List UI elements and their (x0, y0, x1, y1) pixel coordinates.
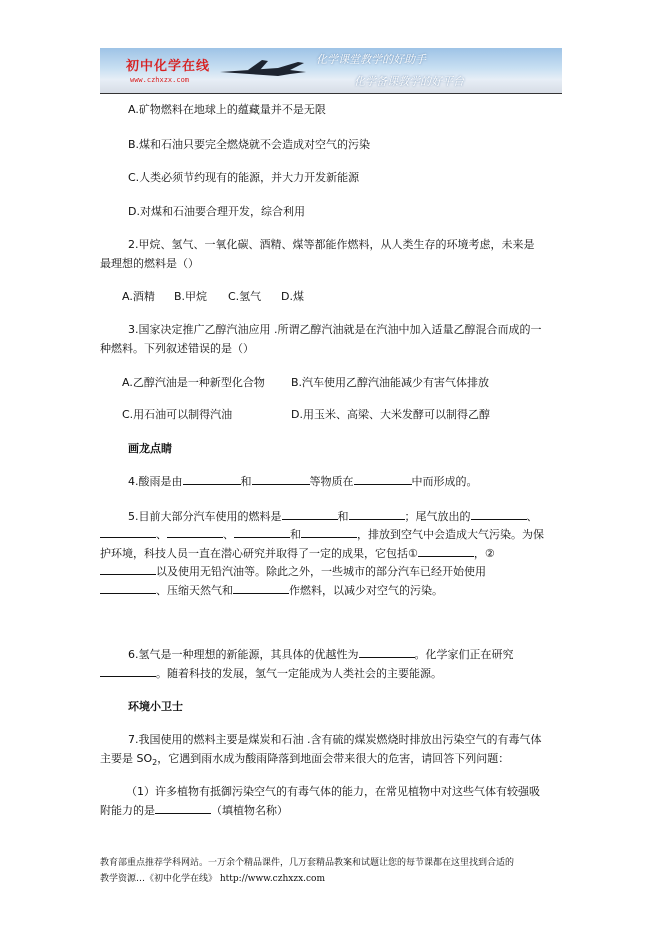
header-banner (100, 48, 562, 93)
q2-line-2: 最理想的燃料是（） (100, 257, 199, 270)
q5-text-5b: 作燃料，以减少对空气的污染。 (289, 584, 443, 597)
q6-text-1b: 。化学家们正在研究 (414, 648, 514, 661)
q3-option-d: D.用玉米、高梁、大米发酵可以制得乙醇 (291, 408, 490, 421)
q4-text-1: 4.酸雨是由 (128, 475, 183, 488)
footer-line-2 (100, 871, 570, 887)
q5-blank-9[interactable] (100, 564, 156, 575)
q4-line (128, 473, 478, 489)
q7-sub1-text-b: （填植物名称） (211, 804, 288, 817)
q3-option-b: B.汽车使用乙醇汽油能减少有害气体排放 (291, 376, 490, 389)
q5-blank-11[interactable] (233, 583, 289, 594)
q6-line-2 (100, 665, 442, 681)
q5-line-3 (100, 545, 495, 561)
q7-text-2a: 主要是 SO (100, 752, 153, 765)
q3-line-1: 3.国家决定推广乙醇汽油应用 .所谓乙醇汽油就是在汽油中加入适量乙醇混合而成的一 (128, 323, 542, 336)
q5-blank-1[interactable] (282, 509, 338, 520)
q5-text-2a: 、 (156, 528, 167, 541)
q5-text-1a: 5.目前大部分汽车使用的燃料是 (128, 510, 282, 523)
q6-blank-1[interactable] (359, 647, 415, 658)
q5-blank-6[interactable] (234, 527, 290, 538)
q2-option-d: D.煤 (281, 290, 304, 303)
q3-line-2: 种燃料。下列叙述错误的是（） (100, 342, 254, 355)
q5-text-3b: ，② (473, 547, 495, 560)
q4-blank-3[interactable] (354, 474, 412, 485)
footer (100, 855, 570, 887)
q4-text-4: 中而形成的。 (411, 475, 478, 488)
slogan-1: 化学课堂教学的好助手 (316, 53, 426, 66)
q2-option-c: C.氢气 (228, 290, 262, 303)
slogan-2: 化学备课教学的好平台 (354, 75, 464, 88)
q5-line-1 (128, 508, 538, 524)
q5-text-5a: 、压缩天然气和 (156, 584, 233, 597)
q4-blank-2[interactable] (252, 474, 310, 485)
q5-blank-2[interactable] (349, 509, 405, 520)
q5-blank-7[interactable] (301, 527, 357, 538)
q5-blank-5[interactable] (167, 527, 223, 538)
q1-option-a: A.矿物燃料在地球上的蕴藏量并不是无限 (128, 103, 326, 116)
q5-line-4 (100, 563, 486, 579)
q5-line-2 (100, 526, 544, 542)
q5-blank-3[interactable] (471, 509, 527, 520)
site-url: www.czhxzx.com (130, 76, 190, 84)
footer-link[interactable]: http://www.czhxzx.com (219, 874, 326, 884)
section-heading-1: 画龙点睛 (128, 442, 172, 455)
q7-line-2 (100, 750, 509, 767)
q5-blank-10[interactable] (100, 583, 156, 594)
q1-option-c: C.人类必须节约现有的能源，并大力开发新能源 (128, 171, 360, 184)
site-logo: 初中化学在线 (126, 59, 211, 74)
q4-text-2: 和 (240, 475, 252, 488)
section-heading-2: 环境小卫士 (128, 700, 183, 713)
q5-text-1c: ；尾气放出的 (404, 510, 471, 523)
q7-sub1-line-2 (100, 802, 288, 818)
q1-option-b: B.煤和石油只要完全燃烧就不会造成对空气的污染 (128, 138, 371, 151)
q5-blank-4[interactable] (100, 527, 156, 538)
header-divider (100, 93, 562, 94)
q2-option-a: A.酒精 (122, 290, 155, 303)
q7-subscript: 2 (152, 758, 158, 768)
q5-line-5 (100, 582, 443, 598)
q6-line-1 (128, 646, 514, 662)
q6-blank-2[interactable] (100, 666, 156, 677)
q5-text-4a: 以及使用无铅汽油等。除此之外，一些城市的部分汽车已经开始使用 (156, 565, 486, 578)
q5-text-2b: 、 (223, 528, 234, 541)
q7-line-1: 7.我国使用的燃料主要是煤炭和石油 .含有硫的煤炭燃烧时排放出污染空气的有毒气体 (128, 733, 542, 746)
q4-blank-1[interactable] (183, 474, 241, 485)
footer-line-1: 教育部重点推荐学科网站。一万余个精品课件，几万套精品教案和试题让您的每节课都在这里找到合适的 (100, 858, 515, 868)
q5-text-2c: 和 (290, 528, 301, 541)
q7-text-2b: ，它遇到雨水成为酸雨降落到地面会带来很大的危害，请回答下列问题： (157, 752, 510, 765)
q5-text-1b: 和 (337, 510, 349, 523)
q6-text-1a: 6.氢气是一种理想的新能源，其具体的优越性为 (128, 648, 359, 661)
q5-text-2d: ，排放到空气中会造成大气污染。为保 (357, 528, 544, 541)
q7-sub1-line-1: （1）许多植物有抵御污染空气的有毒气体的能力，在常见植物中对这些气体有较强吸 (126, 785, 540, 798)
q5-blank-8[interactable] (418, 546, 474, 557)
q3-option-c: C.用石油可以制得汽油 (122, 408, 233, 421)
q5-text-1d: 、 (526, 510, 538, 523)
q3-option-a: A.乙醇汽油是一种新型化合物 (122, 376, 265, 389)
q7-blank-1[interactable] (155, 803, 211, 814)
q4-text-3: 等物质在 (309, 475, 354, 488)
q6-text-2a: 。随着科技的发展，氢气一定能成为人类社会的主要能源。 (156, 667, 442, 680)
q1-option-d: D.对煤和石油要合理开发，综合利用 (128, 205, 305, 218)
q2-line-1: 2.甲烷、氢气、一氧化碳、酒精、煤等都能作燃料，从人类生存的环境考虑，未来是 (128, 238, 535, 251)
q5-text-3a: 护环境，科技人员一直在潜心研究并取得了一定的成果，它包括① (100, 547, 418, 560)
aircraft-icon (218, 58, 308, 82)
q2-option-b: B.甲烷 (174, 290, 208, 303)
footer-text: 教学资源…《初中化学在线》 (100, 874, 218, 884)
q7-sub1-text-a: 附能力的是 (100, 804, 155, 817)
